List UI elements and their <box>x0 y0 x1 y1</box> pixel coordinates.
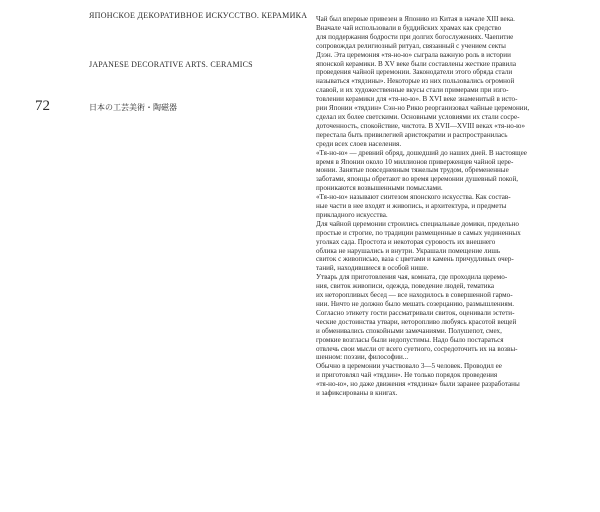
text-line: сделал их более светскими. Основными условиями их стали сосре- <box>316 112 520 121</box>
text-line: монии. Занятые повседневным тяжелым трудом, обремененные <box>316 166 509 175</box>
text-line: уголках сада. Простота и некоторая суровость их внешнего <box>316 237 496 246</box>
text-line: славой, и их художественные вкусы стали примерами при изго- <box>316 86 509 95</box>
body-text-column <box>316 15 584 398</box>
text-line: доточенность, спокойствие, чистота. В XVII—XVIII веках «тя-но-ю» <box>316 121 526 130</box>
text-line: называться «тядзины». Некоторые из них пользовались огромной <box>316 77 515 86</box>
body-paragraph <box>316 149 584 194</box>
text-line: Согласно этикету гости рассматривали свиток, оценивали эстети- <box>316 308 515 317</box>
text-line: простые и строгие, по традиции размещенные в самых уединенных <box>316 228 521 237</box>
text-line: прикладного искусства. <box>316 210 388 219</box>
text-line: свиток с живописью, ваза с цветами и камень причудливых очер- <box>316 255 514 264</box>
text-line: рии Японии «тядзин» Сэн-но Рикю реорганизовал чайные церемонии, <box>316 104 530 113</box>
title-japanese: 日本の工芸美術・陶磁器 <box>89 103 177 112</box>
text-line: и зафиксированы в книгах. <box>316 389 398 398</box>
text-line: ния, свиток живописи, одежда, поведение людей, тематика <box>316 282 495 291</box>
text-line: заботами, японцы обретают во время церемонии душевный покой, <box>316 175 519 184</box>
text-line: их неторопливых бесед — все находилось в совершенной гармо- <box>316 291 513 300</box>
text-line: японской керамики. В XV веке были составлены жесткие правила <box>316 59 516 68</box>
text-line: для поддержания бодрости при долгих богослужениях. Чаепитие <box>316 32 514 41</box>
text-line: сопровождал религиозный ритуал, связанный с учением секты <box>316 41 506 50</box>
body-paragraph <box>316 220 584 273</box>
body-paragraph <box>316 15 584 149</box>
text-line: Утварь для приготовления чая, комната, где проходила церемо- <box>316 273 508 282</box>
text-line: перестала быть привилегией аристократии и распространилась <box>316 130 508 139</box>
text-line: «Тя-но-ю» — древний обряд, дошедший до наших дней. В настоящее <box>316 148 527 157</box>
text-line: проникаются возвышенными помыслами. <box>316 184 443 193</box>
text-line: ческие достоинства утвари, неторопливо любуясь красотой вещей <box>316 317 517 326</box>
text-line: и обменивались спокойными замечаниями. Полушепот, смех, <box>316 326 502 335</box>
text-line: Вначале чай использовали в буддийских храмах как средство <box>316 23 502 32</box>
text-line: проведения чайной церемонии. Законодатели этого обряда стали <box>316 68 513 77</box>
page-number: 72 <box>35 98 50 114</box>
text-line: «Тя-но-ю» называют синтезом японского искусства. Как состав- <box>316 193 511 202</box>
text-line: громкие возгласы были недопустимы. Надо было постараться <box>316 335 504 344</box>
body-paragraph <box>316 273 584 362</box>
title-russian: ЯПОНСКОЕ ДЕКОРАТИВНОЕ ИСКУССТВО. КЕРАМИКА <box>89 11 308 20</box>
text-line: время в Японии около 10 миллионов приверженцев чайной цере- <box>316 157 514 166</box>
body-paragraph <box>316 362 584 398</box>
text-line: Чай был впервые привезен в Японию из Китая в начале XIII века. <box>316 15 515 23</box>
text-line: таний, находившиеся в особой нише. <box>316 264 429 273</box>
text-line: шенном: поэзии, философии... <box>316 353 409 362</box>
title-english: JAPANESE DECORATIVE ARTS. CERAMICS <box>89 60 253 69</box>
text-line: Для чайной церемонии строились специальные домики, предельно <box>316 219 519 228</box>
text-line: ные части в нее входят и живопись, и архитектура, и предметы <box>316 202 507 211</box>
text-line: товлении керамики для «тя-но-ю». В XVI веке знаменитый в исто- <box>316 95 518 104</box>
body-paragraph <box>316 193 584 220</box>
text-line: и приготовлял чай «тядзин». Не только порядок проведения <box>316 371 498 380</box>
text-line: отвлечь свои мысли от всего суетного, сосредоточить их на возвы- <box>316 344 518 353</box>
text-line: нии. Ничто не должно было мешать созерцанию, размышлениям. <box>316 300 514 308</box>
text-line: среди всех слоев населения. <box>316 139 402 148</box>
text-line: Обычно в церемонии участвовало 3—5 человек. Проводил ее <box>316 362 502 371</box>
text-line: Дзэн. Эта церемония «тя-но-ю» сыграла важную роль в истории <box>316 50 511 59</box>
text-line: «тя-но-ю», но даже движения «тядзина» были заранее разработаны <box>316 380 520 389</box>
text-line: облика не нарушались и внутри. Украшали помещение лишь <box>316 246 501 255</box>
